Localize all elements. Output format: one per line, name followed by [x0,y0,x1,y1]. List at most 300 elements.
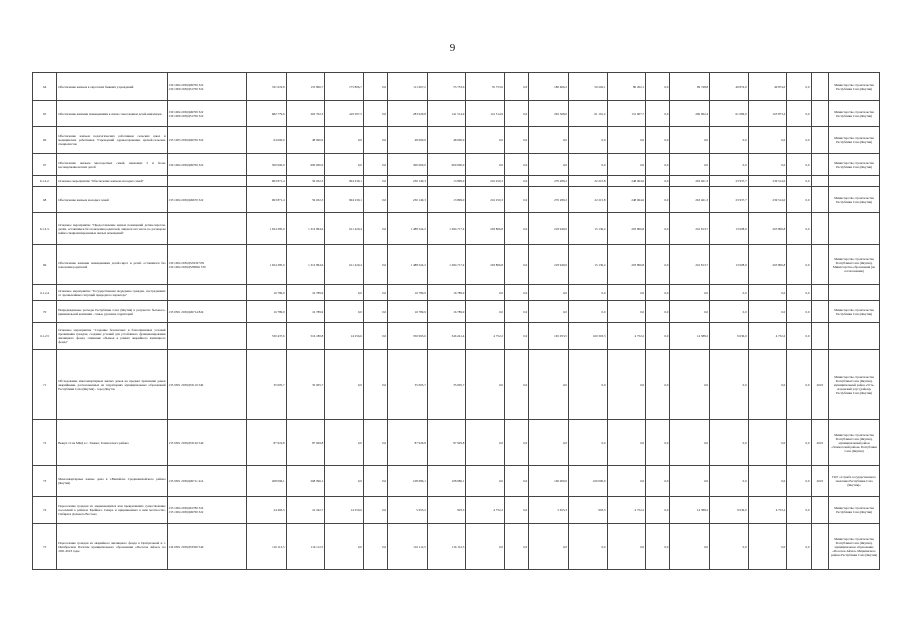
amount-cell: 0,0 [325,420,364,466]
amount-cell: 175 806,7 [325,73,364,101]
amount-cell: 203 806,8 [748,245,787,285]
amount-cell: 16 789,9 [286,301,325,323]
amount-cell: 350 993,6 [388,323,428,350]
amount-cell: 963 871,4 [246,187,286,213]
row-number-cell: 68 [33,187,57,213]
amount-cell: 87 929,8 [286,420,325,466]
amount-cell: 0,0 [504,187,528,213]
amount-cell: 13 008,9 [710,245,749,285]
amount-cell: 0,0 [748,285,787,301]
amount-cell: 0,0 [646,245,670,285]
amount-cell: 64 000,0 [246,127,286,154]
amount-cell: 682 779,6 [246,101,286,127]
amount-cell: 516 180,8 [286,323,325,350]
amount-cell: 0,0 [646,497,670,524]
amount-cell: 0,0 [363,323,387,350]
amount-cell: 0,0 [529,285,569,301]
amount-cell: 0,0 [325,154,364,176]
table-row [33,245,880,285]
amount-cell: 1 312 864,6 [286,213,325,245]
year-cell [811,497,829,524]
amount-cell: 0,0 [646,73,670,101]
amount-cell: 35 005,7 [286,350,325,420]
amount-cell: 180 606,2 [529,73,569,101]
amount-cell: 55 753,6 [466,73,505,101]
amount-cell: 0,0 [504,73,528,101]
amount-cell: 0,0 [670,524,710,570]
amount-cell: 0,0 [787,524,811,570]
amount-cell: 0,0 [504,420,528,466]
amount-cell: 292 368,6 [529,101,569,127]
budget-code-cell: 130 1004 2030Д49700 322 130 1009 2030Д51700 322 [167,73,246,101]
table-row [33,101,880,127]
amount-cell: 0,0 [787,154,811,176]
amount-cell: 216 250,3 [466,187,505,213]
row-number-cell: 72 [33,420,57,466]
executor-cell: Министерство строительства Республики Саха (Якутия), Министерство образования (по согласованию) [829,245,880,285]
amount-cell: 0,0 [787,497,811,524]
amount-cell: 0,0 [363,101,387,127]
amount-cell: 0,0 [325,350,364,420]
executor-cell: Министерство строительства Республики Саха (Якутия), муниципальный район «Усть-Алданский улус (район)» Республики Саха (Якутия) [829,350,880,420]
amount-cell: 14 388,2 [670,323,710,350]
amount-cell: 0,0 [363,301,387,323]
amount-cell: 4 752,2 [466,497,505,524]
amount-cell: 0,0 [748,301,787,323]
amount-cell: 903,3 [427,497,466,524]
amount-cell: 203 806,8 [466,245,505,285]
amount-cell: 0,0 [529,154,569,176]
budget-code-cell: 130 1004 2030Д49700 322 130 1009 2030Д51700 322 [167,101,246,127]
amount-cell: 218 949,0 [529,213,569,245]
amount-cell: 160 000,0 [568,466,607,497]
amount-cell: 239 514,0 [748,187,787,213]
amount-cell: 0,0 [787,466,811,497]
amount-cell: 5 653,2 [388,497,428,524]
amount-cell: 230 149,3 [388,176,428,187]
amount-cell: 0,0 [363,127,387,154]
executor-cell [829,285,880,301]
row-number-cell: 6.1.2.2. [33,176,57,187]
budget-code-cell: 135 0501 2030Д53110 540 [167,350,246,420]
amount-cell: 0,0 [466,301,505,323]
table-row [33,187,880,213]
row-number-cell: 71 [33,350,57,420]
measure-name-cell: Переселение граждан из закрывающихся или прекративших существование поселений в районах Крайнего Севера и приравненных к ним местностях, Сибири и Дальнего Востока [57,497,167,524]
row-number-cell: 6.1.2.5 [33,323,57,350]
table-row [33,323,880,350]
amount-cell: 0,0 [748,524,787,570]
budget-code-cell [167,213,246,245]
amount-cell: 0,0 [787,176,811,187]
budget-code-cell [167,176,246,187]
budget-code-cell: 135 0501 2030Д53120 540 [167,420,246,466]
amount-cell: 4 752,2 [748,323,787,350]
row-number-cell: 69 [33,245,57,285]
amount-cell: 263 461,3 [670,187,710,213]
amount-cell: 0,0 [325,301,364,323]
executor-cell [829,176,880,187]
amount-cell: 0,0 [363,285,387,301]
amount-cell: 0,0 [670,466,710,497]
measure-name-cell: Основное мероприятие "Создание безопасных и благоприятных условий проживания граждан, создание условий для устойчивого функционирования жилищного фонда, снижение объемов в рамках аварийного жилищного фонда" [57,323,167,350]
amount-cell: 900 000,0 [286,154,325,176]
executor-cell [829,323,880,350]
amount-cell: 16 789,9 [388,285,428,301]
amount-cell: 0,0 [787,323,811,350]
table-row [33,301,880,323]
amount-cell: 0,0 [748,154,787,176]
amount-cell: 283 029,8 [388,101,428,127]
measure-name-cell: Обеспечение жилыми помещениями в связи с выселением детей-инвалидов [57,101,167,127]
amount-cell: 80 202,1 [607,73,646,101]
amount-cell: 0,0 [504,245,528,285]
amount-cell: 0,0 [710,466,749,497]
amount-cell: 22 215,8 [568,187,607,213]
budget-code-cell: 130 1004 2030Д5Л230 539 130 1004 2030Д5Л9826 530 [167,245,246,285]
budget-code-cell: 134 0501 2030Д53500 540 [167,524,246,570]
amount-cell: 1 924 285,0 [246,245,286,285]
amount-cell: 0,0 [568,524,607,570]
amount-cell: 0,0 [710,350,749,420]
amount-cell: 963 871,4 [246,176,286,187]
amount-cell: 0,0 [568,127,607,154]
amount-cell: 13 899,0 [427,176,466,187]
amount-cell: 48 000,0 [286,127,325,154]
measure-name-cell: Обследование многоквартирных жилых домов на предмет признания домов аварийными, расположенных на территориях муниципальных образований Республики Саха (Якутия) - город Якутск [57,350,167,420]
budget-code-cell: 135 0501 2030Д49711 414 [167,466,246,497]
table-row [33,466,880,497]
amount-cell: 0,0 [363,350,387,420]
measure-name-cell: Обеспечение жильем многодетных семей, имеющих 5 и более несовершеннолетних детей [57,154,167,176]
amount-cell: 0,0 [710,285,749,301]
amount-cell: 141 514,9 [466,101,505,127]
amount-cell: 111 607,2 [388,73,428,101]
year-cell [811,154,829,176]
amount-cell: 48 000,0 [427,127,466,154]
year-cell [811,101,829,127]
amount-cell: 0,0 [670,420,710,466]
amount-cell: 203 806,8 [607,213,646,245]
amount-cell: 0,0 [363,154,387,176]
amount-cell: 530 437,6 [246,323,286,350]
executor-cell: ГКУ «Служба государственного заказчика Республики Саха (Якутия)» [829,466,880,497]
amount-cell: 55 753,6 [427,73,466,101]
amount-cell: 0,0 [466,127,505,154]
amount-cell: 0,0 [646,285,670,301]
amount-cell: 9 636,0 [710,497,749,524]
amount-cell: 13 899,0 [427,187,466,213]
amount-cell: 0,0 [363,245,387,285]
amount-cell: 16 789,9 [427,301,466,323]
amount-cell: 0,0 [529,524,569,570]
amount-cell: 0,0 [787,285,811,301]
amount-cell: 203 806,8 [748,213,787,245]
amount-cell: 0,0 [325,524,364,570]
amount-cell: 216 813,7 [670,245,710,285]
amount-cell: 23 937,7 [710,176,749,187]
table-row [33,213,880,245]
amount-cell: 216 813,7 [670,213,710,245]
amount-cell: 35 005,7 [246,350,286,420]
year-cell [811,176,829,187]
amount-cell: 216 250,3 [466,176,505,187]
table-row [33,350,880,420]
amount-cell: 270 289,2 [529,187,569,213]
amount-cell: 116 112,5 [388,524,428,570]
amount-cell: 4 752,2 [466,323,505,350]
amount-cell: 0,0 [529,350,569,420]
amount-cell: 13 008,9 [710,213,749,245]
budget-code-cell: 133 1003 2030Д49700 322 [167,127,246,154]
measure-name-cell: Обеспечение жильем молодых семей [57,187,167,213]
amount-cell: 263 702,3 [286,101,325,127]
amount-cell: 108 086,1 [388,466,428,497]
amount-cell: 218 949,0 [529,245,569,285]
budget-code-cell [167,285,246,301]
year-cell [811,127,829,154]
measure-name-cell: Обеспечение жильем в сиротских бывших учреждений [57,73,167,101]
row-number-cell: 6.1.2.3. [33,213,57,245]
amount-cell: 14 250,6 [325,497,364,524]
amount-cell: 0,0 [363,524,387,570]
amount-cell: 0,0 [466,350,505,420]
row-number-cell: 74 [33,497,57,524]
page-number: 9 [449,42,456,54]
amount-cell: 59 632,3 [286,176,325,187]
executor-cell: Министерство строительства Республики Саха (Якутия) [829,187,880,213]
amount-cell: 419 397,5 [325,101,364,127]
amount-cell: 0,0 [748,466,787,497]
amount-cell: 0,0 [646,301,670,323]
amount-cell: 0,0 [568,154,607,176]
amount-cell: 1 488 524,2 [388,245,428,285]
amount-cell: 61 086,0 [710,101,749,127]
budget-code-cell: 135 1004 2030Д61780 322 135 1004 2030Д49700 322 [167,497,246,524]
amount-cell: 0,0 [646,323,670,350]
amount-cell: 0,0 [607,466,646,497]
amount-cell: 0,0 [607,524,646,570]
amount-cell: 87 929,8 [427,420,466,466]
year-cell [811,285,829,301]
amount-cell: 116 112,5 [246,524,286,570]
amount-cell: 35 005,7 [427,350,466,420]
amount-cell: 10 242,7 [286,497,325,524]
amount-cell: 0,0 [504,466,528,497]
amount-cell: 0,0 [568,285,607,301]
executor-cell [829,213,880,245]
amount-cell: 50 202,1 [568,73,607,101]
amount-cell: 0,0 [325,285,364,301]
amount-cell: 268 096,1 [246,466,286,497]
amount-cell: 248 064,6 [607,176,646,187]
amount-cell: 0,0 [710,524,749,570]
year-cell [811,73,829,101]
amount-cell: 263 461,3 [670,176,710,187]
year-cell: 2023 [811,420,829,466]
amount-cell: 0,0 [787,101,811,127]
amount-cell: 0,0 [325,466,364,497]
amount-cell: 0,0 [363,420,387,466]
amount-cell: 0,0 [363,176,387,187]
amount-cell: 0,0 [646,127,670,154]
amount-cell: 0,0 [646,101,670,127]
amount-cell: 49 874,0 [710,73,749,101]
amount-cell: 0,0 [607,420,646,466]
amount-cell: 0,0 [466,524,505,570]
amount-cell: 904 239,1 [325,176,364,187]
amount-cell: 1 488 524,2 [388,213,428,245]
amount-cell: 0,0 [529,301,569,323]
amount-cell: 0,0 [607,127,646,154]
amount-cell: 4 752,2 [748,497,787,524]
amount-cell: 611 420,4 [325,213,364,245]
table-row [33,420,880,466]
year-cell [811,187,829,213]
amount-cell: 0,0 [710,301,749,323]
table-row [33,285,880,301]
amount-cell: 16 789,9 [246,301,286,323]
measure-name-cell: Основное мероприятие "Предоставление жилых помещений детям-сиротам, детям, оставшимся без попечения родителей, лицам из их числа по договорам найма специализированных жилых помещений" [57,213,167,245]
row-number-cell: 67 [33,154,57,176]
amount-cell: 0,0 [529,420,569,466]
amount-cell: 0,0 [607,301,646,323]
amount-cell: 0,0 [607,350,646,420]
measure-name-cell: Обеспечение жилыми помещениями детей-сирот и детей, оставшихся без попечения родителей [57,245,167,285]
amount-cell: 0,0 [607,285,646,301]
row-number-cell: 64 [33,73,57,101]
amount-cell: 4 752,2 [607,497,646,524]
amount-cell: 230 149,3 [388,187,428,213]
amount-cell: 87 919,8 [246,420,286,466]
amount-cell: 0,0 [363,73,387,101]
amount-cell: 0,0 [787,73,811,101]
row-number-cell: 75 [33,524,57,570]
amount-cell: 0,0 [670,350,710,420]
row-number-cell: 66 [33,127,57,154]
amount-cell: 0,0 [646,154,670,176]
amount-cell: 0,0 [748,420,787,466]
measure-name-cell: Основное мероприятие "Государственная поддержка граждан, пострадавших от чрезвычайных ситуаций природного характера" [57,285,167,301]
amount-cell: 35 005,7 [388,350,428,420]
measure-name-cell: Основное мероприятие "Обеспечение жильем молодых семей" [57,176,167,187]
amount-cell: 0,0 [787,127,811,154]
amount-cell: 5 655,3 [529,497,569,524]
executor-cell: Министерство строительства Республики Саха (Якутия) [829,301,880,323]
amount-cell: 611 420,4 [325,245,364,285]
amount-cell: 160 000,0 [529,466,569,497]
amount-cell: 15 136,2 [568,213,607,245]
amount-cell: 16 789,9 [388,301,428,323]
amount-cell: 0,0 [748,127,787,154]
table-row [33,524,880,570]
budget-code-cell: 133 1004 2030Д49670 322 [167,187,246,213]
amount-cell: 0,0 [670,285,710,301]
amount-cell: 0,0 [748,350,787,420]
amount-cell: 0,0 [504,154,528,176]
amount-cell: 0,0 [504,524,528,570]
amount-cell: 300 000,0 [388,154,428,176]
executor-cell: Министерство строительства Республики Саха (Якутия) [829,127,880,154]
amount-cell: 0,0 [504,323,528,350]
budget-table [32,72,880,570]
row-number-cell: 73 [33,466,57,497]
budget-table-body [33,73,880,570]
measure-name-cell: Непредвиденные расходы Республики Саха (Якутия) в результате бытового-криминальной компании - семья, удаление территорий [57,301,167,323]
table-row [33,176,880,187]
amount-cell: 49 874,0 [748,73,787,101]
amount-cell: 0,0 [646,187,670,213]
row-number-cell: 70 [33,301,57,323]
amount-cell: 0,0 [504,301,528,323]
amount-cell: 48 000,0 [388,127,428,154]
amount-cell: 0,0 [787,420,811,466]
amount-cell: 0,0 [363,213,387,245]
executor-cell: Министерство строительства Республики Саха (Якутия), муниципальный район «Томмотский район» Республики Саха (Якутия) [829,420,880,466]
amount-cell: 248 064,6 [607,187,646,213]
amount-cell: 0,0 [325,127,364,154]
amount-cell: 0,0 [710,127,749,154]
amount-cell: 0,0 [787,245,811,285]
amount-cell: 203 806,8 [466,213,505,245]
amount-cell: 0,0 [787,187,811,213]
amount-cell: 1 924 285,0 [246,213,286,245]
amount-cell: 0,0 [646,466,670,497]
amount-cell: 0,0 [568,301,607,323]
amount-cell: 0,0 [529,127,569,154]
amount-cell: 0,0 [466,285,505,301]
year-cell [811,524,829,570]
amount-cell: 165 053,5 [529,323,569,350]
amount-cell: 0,0 [466,420,505,466]
amount-cell: 22 215,8 [568,176,607,187]
table-row [33,127,880,154]
amount-cell: 0,0 [504,350,528,420]
amount-cell: 0,0 [504,176,528,187]
amount-cell: 87 929,8 [388,420,428,466]
amount-cell: 904 239,1 [325,187,364,213]
executor-cell: Министерство строительства Республики Саха (Якутия) [829,154,880,176]
amount-cell: 15 136,2 [568,245,607,285]
measure-name-cell: Многоквартирные жилые дома в г.Вилюйске Средневилюйского района (Якутия) [57,466,167,497]
amount-cell: 346 241,4 [427,323,466,350]
executor-cell: Министерство строительства Республики Саха (Якутия) [829,497,880,524]
amount-cell: 116 112,5 [286,524,325,570]
amount-cell: 0,0 [787,213,811,245]
amount-cell: 268 096,1 [286,466,325,497]
table-row [33,154,880,176]
year-cell [811,213,829,245]
amount-cell: 0,0 [363,187,387,213]
amount-cell: 0,0 [787,350,811,420]
amount-cell: 1 312 864,6 [286,245,325,285]
amount-cell: 0,0 [646,524,670,570]
amount-cell: 0,0 [466,154,505,176]
amount-cell: 0,0 [568,420,607,466]
amount-cell: 0,0 [670,301,710,323]
amount-cell: 0,0 [646,420,670,466]
year-cell [811,301,829,323]
amount-cell: 900 000,0 [427,154,466,176]
year-cell: 2023 [811,350,829,420]
amount-cell: 99 748,8 [670,73,710,101]
amount-cell: 500 000,0 [246,154,286,176]
amount-cell: 108 086,1 [427,466,466,497]
amount-cell: 155 806,7 [286,73,325,101]
amount-cell: 0,0 [504,127,528,154]
table-row [33,73,880,101]
budget-code-cell: 135 0501 2030Д49714 824 [167,301,246,323]
